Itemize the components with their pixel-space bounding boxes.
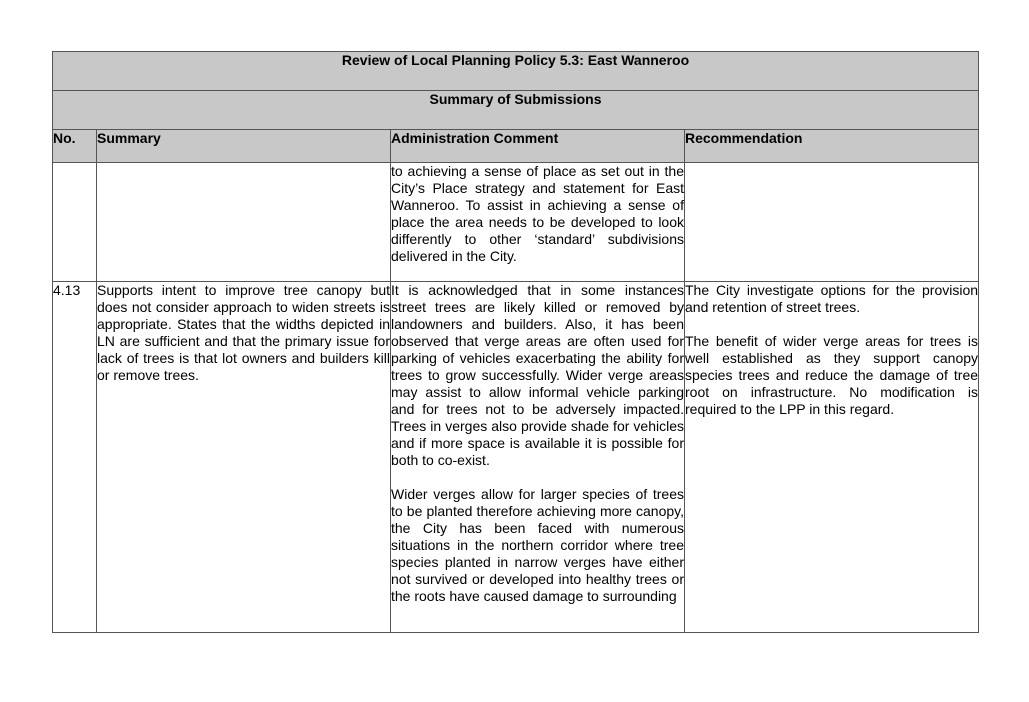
column-header-recommendation: Recommendation: [685, 130, 979, 163]
admin-comment-paragraph: It is acknowledged that in some instances street trees are likely killed or removed by landowners and builders. Also, it has been observed that verge areas are often used for parking of vehicles exacerbating the ability for trees to grow successfully. Wider verge areas may assist to allow informal vehicle parking and for trees not to be adversely impacted. Trees in verges also provide shade for vehicles and if more space is available it is possible for both to co-exist.: [391, 282, 684, 468]
column-header-row: [53, 130, 979, 163]
document-subtitle: Summary of Submissions: [53, 91, 979, 130]
row-number: 4.13: [53, 282, 97, 633]
subtitle-row: [53, 91, 979, 130]
admin-comment-paragraph: to achieving a sense of place as set out in the City’s Place strategy and statement for East Wanneroo. To assist in achieving a sense of place the area needs to be developed to look differently to other ‘standard’ subdivisions delivered in the City.: [391, 163, 684, 264]
recommendation-paragraph: The benefit of wider verge areas for trees is well established as they support canopy species trees and reduce the damage of tree root on infrastructure. No modification is required to the LPP in this regard.: [685, 333, 979, 417]
row-admin-comment: [391, 163, 685, 282]
document-title: Review of Local Planning Policy 5.3: East Wanneroo: [53, 52, 979, 91]
title-row: [53, 52, 979, 91]
row-recommendation: [685, 163, 979, 282]
table-row: [53, 282, 979, 633]
column-header-admin-comment: Administration Comment: [391, 130, 685, 163]
summary-paragraph: Supports intent to improve tree canopy but does not consider approach to widen streets is appropriate. States that the widths depicted in LN are sufficient and that the primary issue for lack of trees is that lot owners and builders kill or remove trees.: [97, 282, 390, 383]
row-recommendation: [685, 282, 979, 633]
row-number: [53, 163, 97, 282]
column-header-summary: Summary: [97, 130, 391, 163]
submissions-table: [52, 51, 979, 633]
recommendation-paragraph: The City investigate options for the provision and retention of street trees.: [685, 282, 979, 315]
column-header-no: No.: [53, 130, 97, 163]
row-admin-comment: [391, 282, 685, 633]
row-summary: [97, 163, 391, 282]
admin-comment-paragraph: Wider verges allow for larger species of trees to be planted therefore achieving more canopy, the City has been faced with numerous situations in the northern corridor where tree species planted in narrow verges have either not survived or developed into healthy trees or the roots have caused damage to surrounding: [391, 486, 684, 604]
row-summary: [97, 282, 391, 633]
table-row: [53, 163, 979, 282]
